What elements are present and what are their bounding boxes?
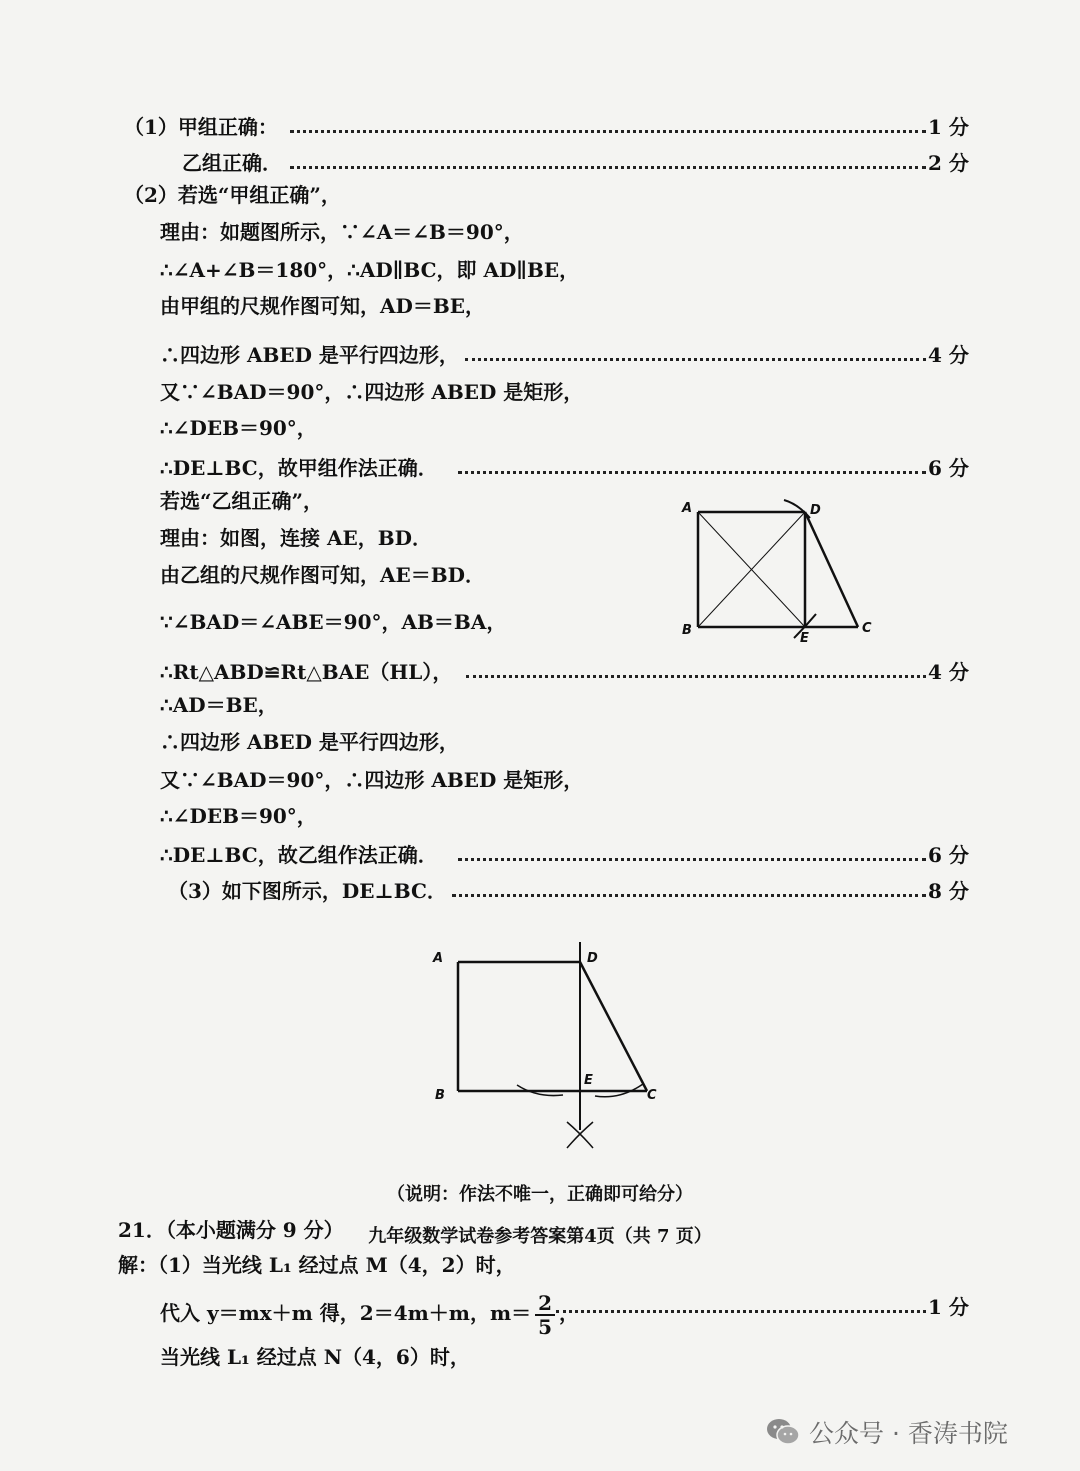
watermark [765, 1414, 1065, 1454]
line-text: 若选“乙组正确”， [160, 489, 324, 513]
answer-line [0, 482, 1080, 520]
line-text: ∴四边形 ABED 是平行四边形， [160, 343, 459, 367]
score-label: 1 分 [928, 1295, 969, 1319]
answer-line [0, 373, 1080, 411]
answer-line [0, 1338, 1080, 1376]
segment-dc [805, 512, 858, 627]
line-text: 又∵∠BAD＝90°，∴四边形 ABED 是矩形， [160, 768, 584, 792]
answer-line [0, 1290, 1080, 1339]
line-text: 由甲组的尺规作图可知，AD＝BE， [160, 294, 486, 318]
fraction-denominator: 5 [538, 1314, 553, 1339]
answer-line [0, 1246, 1080, 1284]
line-text: （3）如下图所示，DE⊥BC． [168, 879, 447, 903]
answer-line [0, 176, 1080, 214]
dotted-leader [556, 1310, 926, 1313]
dotted-leader [465, 358, 926, 361]
answer-line [0, 213, 1080, 251]
wechat-icon [765, 1416, 801, 1448]
score-label: 1 分 [928, 115, 969, 139]
answer-line [0, 251, 1080, 289]
dotted-leader [290, 166, 926, 169]
line-text: 乙组正确． [182, 151, 282, 175]
dotted-leader [466, 675, 926, 678]
line-text: ∴四边形 ABED 是平行四边形， [160, 730, 459, 754]
score-label: 8 分 [928, 879, 969, 903]
answer-line [0, 409, 1080, 447]
answer-line [0, 108, 1080, 146]
answer-line [0, 287, 1080, 325]
q21-heading: 21．（本小题满分 9 分） [118, 1218, 344, 1242]
label-e: E [800, 631, 809, 646]
dotted-leader [452, 894, 926, 897]
dotted-leader [290, 130, 926, 133]
line-text: 理由：如题图所示，∵∠A＝∠B＝90°， [160, 220, 524, 244]
score-label: 6 分 [928, 456, 969, 480]
answer-line [0, 872, 1080, 910]
answer-line [0, 519, 1080, 557]
q21-line3: 当光线 L₁ 经过点 N（4，6）时， [160, 1345, 470, 1369]
answer-line [0, 336, 1080, 374]
line-text: 由乙组的尺规作图可知，AE＝BD． [160, 563, 486, 587]
note-text: （说明：作法不唯一，正确即可给分） [387, 1184, 693, 1205]
answer-line [0, 723, 1080, 761]
label-d: D [587, 951, 598, 966]
score-label: 2 分 [928, 151, 969, 175]
line-text: ∴AD＝BE， [160, 693, 278, 717]
answer-line [0, 761, 1080, 799]
figure-square-diagonals [670, 490, 890, 655]
answer-line [0, 797, 1080, 835]
watermark-text: 公众号 · 香涛书院 [809, 1419, 1008, 1448]
label-d: D [810, 503, 821, 518]
fraction [535, 1292, 555, 1338]
answer-line [0, 556, 1080, 594]
dotted-leader [458, 471, 926, 474]
label-a: A [433, 951, 444, 966]
answer-line [0, 836, 1080, 874]
line-text: 又∵∠BAD＝90°，∴四边形 ABED 是矩形， [160, 380, 584, 404]
score-label: 4 分 [928, 343, 969, 367]
label-e: E [584, 1073, 593, 1088]
line-text: ∴∠A+∠B＝180°，∴AD∥BC，即 AD∥BE， [160, 258, 580, 282]
line-text: ∴DE⊥BC，故甲组作法正确． [160, 456, 438, 480]
line-text: ∴∠DEB＝90°， [160, 804, 317, 828]
q21-line2 [160, 1290, 579, 1338]
line-text: （2）若选“甲组正确”， [124, 183, 341, 207]
page-footer: 九年级数学试卷参考答案第4页（共 7 页） [368, 1226, 712, 1247]
score-label: 6 分 [928, 843, 969, 867]
label-a: A [682, 501, 693, 516]
score-label: 4 分 [928, 660, 969, 684]
line-text: （1）甲组正确： [124, 115, 278, 139]
q21-line2-post: ， [559, 1301, 580, 1325]
line-text: ∴DE⊥BC，故乙组作法正确． [160, 843, 438, 867]
q21-line2-pre: 代入 y＝mx＋m 得，2＝4m＋m，m＝ [160, 1301, 532, 1325]
line-text: ∵∠BAD＝∠ABE＝90°，AB＝BA， [160, 610, 507, 634]
line-text: ∴Rt△ABD≌Rt△BAE（HL）， [160, 660, 453, 684]
answer-line [0, 686, 1080, 724]
label-b: B [435, 1088, 445, 1103]
dotted-leader [458, 858, 926, 861]
answer-line [0, 603, 1080, 641]
label-c: C [862, 621, 872, 636]
line-text: ∴∠DEB＝90°， [160, 416, 317, 440]
line-text: 理由：如图，连接 AE，BD． [160, 526, 432, 550]
segment-dc [580, 962, 647, 1091]
label-c: C [647, 1088, 657, 1103]
q21-line1: 解：（1）当光线 L₁ 经过点 M（4，2）时， [118, 1253, 516, 1277]
label-b: B [682, 623, 692, 638]
figure-perpendicular-construction [425, 938, 675, 1153]
fraction-numerator: 2 [535, 1292, 555, 1316]
